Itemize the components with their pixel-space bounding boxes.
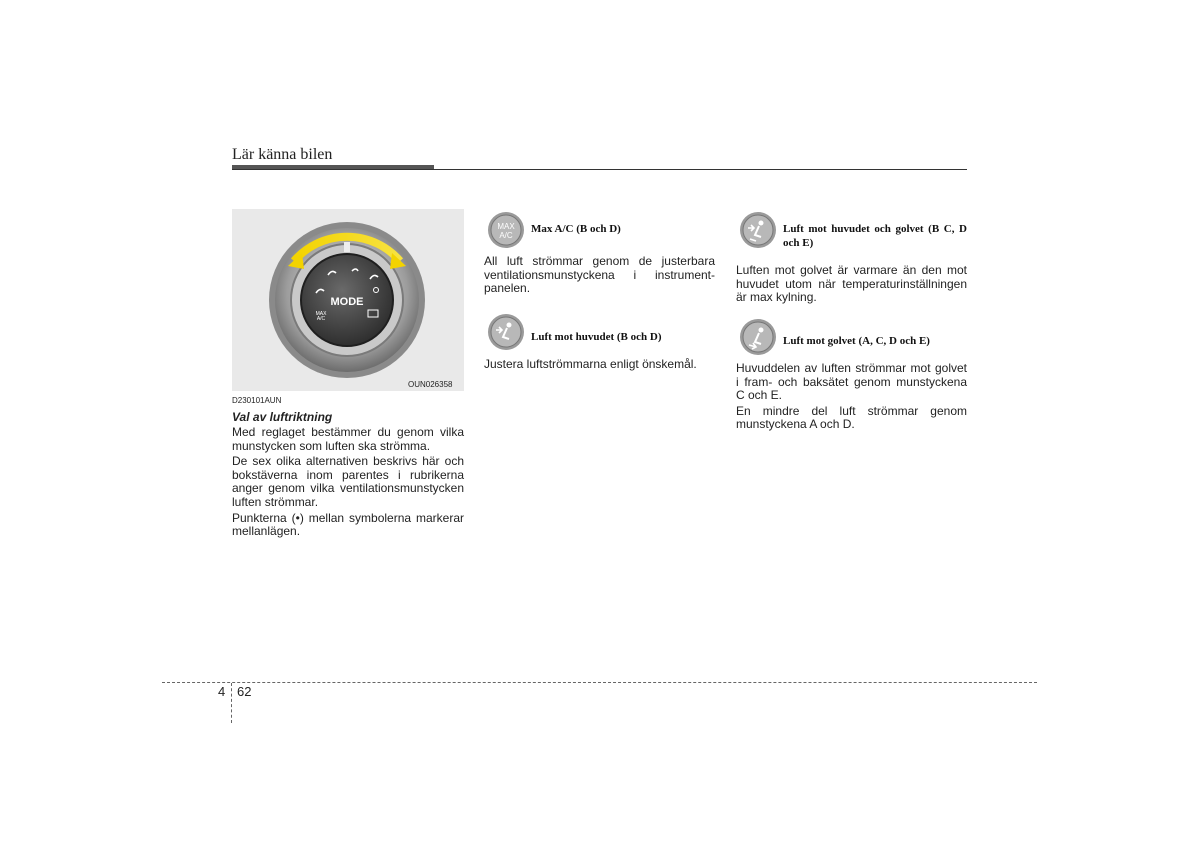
mode-title-max-ac: Max A/C (B och D)	[531, 223, 621, 235]
knob-max-label: MAX	[315, 311, 327, 317]
mode-title-bi-level: Luft mot huvudet och golvet (B C, D och E)	[783, 223, 967, 249]
mode-description: En mindre del luft strömmar genom munstyckena A och D.	[736, 403, 967, 432]
mode-title-floor: Luft mot golvet (A, C, D och E)	[783, 335, 930, 347]
intro-paragraph: Med reglaget bestämmer du genom vilka munstycken som luften ska strömma.	[232, 425, 464, 453]
mode-description: Luften mot golvet är varmare än den mot huvudet utom när temperaturinställningen är max kylning.	[736, 263, 967, 305]
intro-paragraph: Punkterna (•) mellan symbolerna markerar mellanlägen.	[232, 510, 464, 539]
page-number: 62	[237, 684, 252, 699]
mode-text-max-ac	[484, 255, 715, 298]
mode-text-floor	[736, 362, 967, 434]
chapter-number: 4	[218, 684, 226, 699]
figure-image-code: OUN026358	[408, 380, 453, 389]
intro-paragraph: De sex olika alternativen beskrivs här och bokstäverna inom parentes i rubrikerna anger genom vilka ventilationsmunstycken luften strömmar.	[232, 454, 464, 509]
max-ac-icon	[487, 211, 525, 249]
floor-vent-icon	[739, 318, 777, 356]
page-header-title: Lär känna bilen	[232, 146, 333, 163]
mode-description: Huvuddelen av luften strömmar mot golvet i fram- och baksätet genom munstyckena C och E.	[736, 361, 967, 403]
footer-rule	[162, 682, 1037, 683]
mode-text-face-vent	[484, 358, 715, 374]
bi-level-vent-icon	[739, 211, 777, 249]
face-vent-icon	[487, 313, 525, 351]
mode-description: Justera luftströmmarna enligt önskemål.	[484, 357, 697, 371]
mode-title-face-vent: Luft mot huvudet (B och D)	[531, 331, 662, 343]
footer-divider	[231, 683, 232, 723]
mode-description: All luft strömmar genom de justerbara ventilationsmunstyckena i instrumentpanelen.	[484, 254, 715, 296]
header-rule	[232, 169, 967, 170]
reference-code: D230101AUN	[232, 396, 282, 405]
intro-text	[232, 426, 464, 541]
mode-knob-figure	[232, 209, 464, 391]
knob-ac-label: A/C	[316, 316, 326, 322]
mode-knob-illustration	[232, 209, 464, 391]
mode-text-bi-level	[736, 264, 967, 307]
section-title: Val av luftriktning	[232, 410, 333, 424]
knob-mode-label: MODE	[330, 296, 364, 308]
max-ac-icon-text-bottom: A/C	[499, 231, 513, 240]
max-ac-icon-text-top: MAX	[497, 222, 515, 231]
